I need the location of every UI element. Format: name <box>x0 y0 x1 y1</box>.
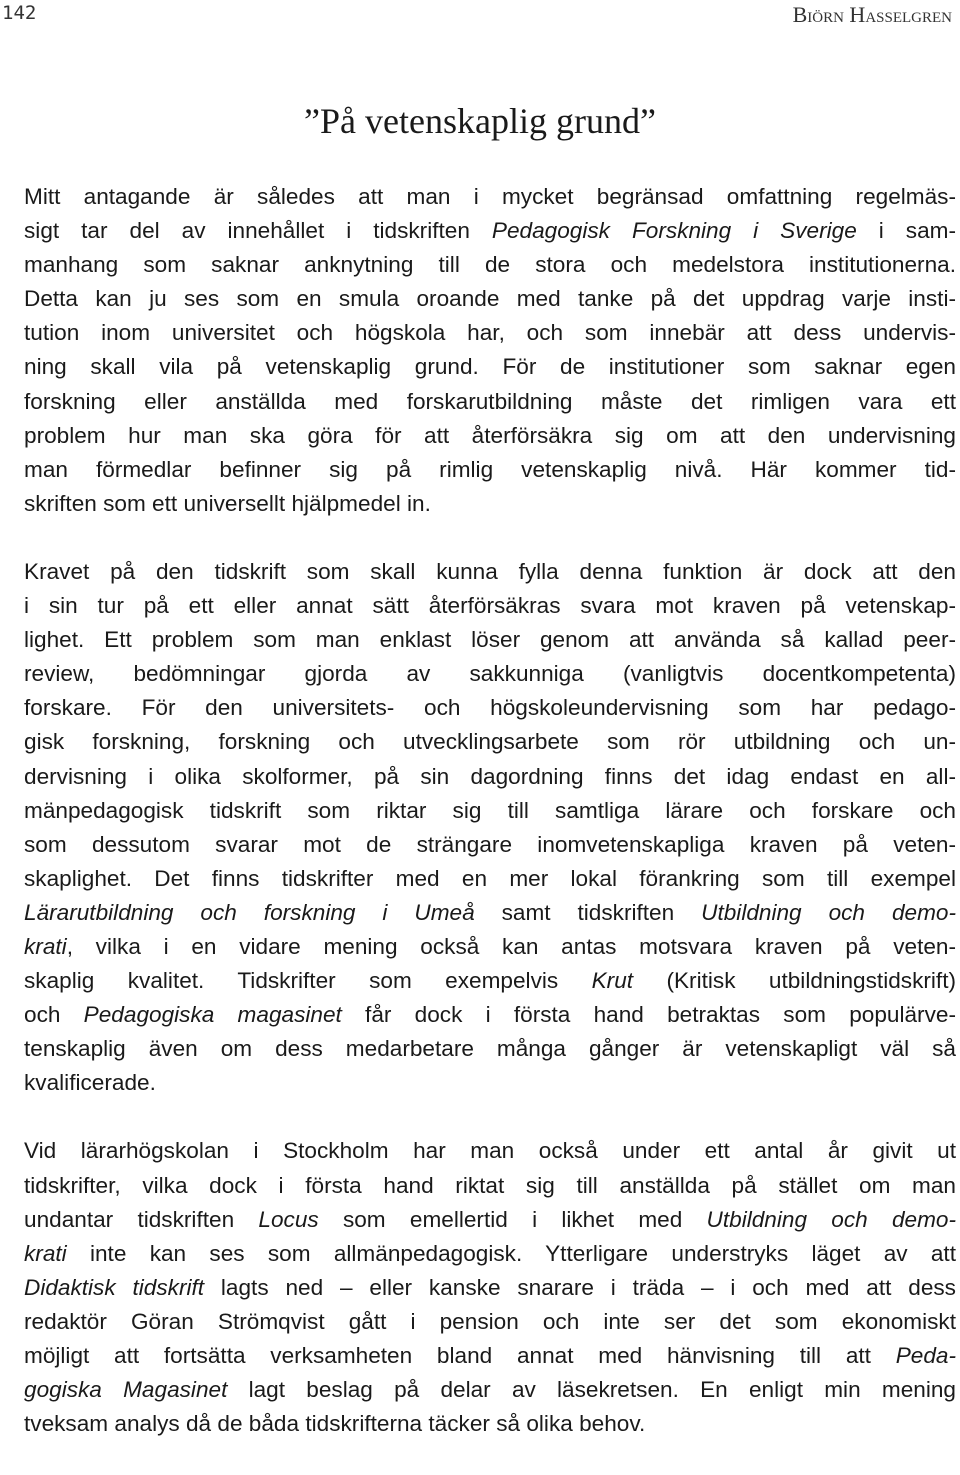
text-run: tidskrifter, vilka dock i första hand riktat sig till anställda på stället om man <box>24 1172 956 1198</box>
text-line <box>24 1271 956 1305</box>
paragraph <box>24 555 956 1101</box>
text-line <box>24 930 956 964</box>
text-line <box>24 1134 956 1168</box>
text-run: skaplig kvalitet. Tidskrifter som exempelvis <box>24 968 592 994</box>
text-line <box>24 862 956 896</box>
text-run: lagts ned – eller kanske snarare i träda – i och med att dess <box>204 1274 956 1300</box>
text-line <box>24 725 956 759</box>
body-text <box>24 180 956 1475</box>
text-line <box>24 896 956 930</box>
italic-title: Utbildning och demo- <box>706 1206 956 1232</box>
text-line <box>24 1032 956 1066</box>
text-line <box>24 487 956 521</box>
text-line <box>24 180 956 214</box>
text-line <box>24 1066 956 1100</box>
text-run: dervisning i olika skolformer, på sin dagordning finns det idag endast en all- <box>24 763 956 789</box>
text-line <box>24 214 956 248</box>
text-run: manhang som saknar anknytning till de stora och medelstora institutionerna. <box>24 252 956 278</box>
text-line <box>24 1339 956 1373</box>
text-run: får dock i första hand betraktas som populärve- <box>341 1002 956 1028</box>
text-line <box>24 248 956 282</box>
text-run: tveksam analys då de båda tidskrifterna täcker så olika behov. <box>24 1411 646 1437</box>
text-run: (Kritisk utbildningstidskrift) <box>633 968 957 994</box>
text-run: lagt beslag på delar av läsekretsen. En enligt min mening <box>227 1377 956 1403</box>
text-run: som dessutom svarar mot de strängare inomvetenskapliga kraven på veten- <box>24 831 956 857</box>
italic-title: krati <box>24 933 67 959</box>
italic-title: Locus <box>258 1206 319 1232</box>
text-run: och <box>24 1002 84 1028</box>
text-run: review, bedömningar gjorda av sakkunniga (vanligtvis docentkompetenta) <box>24 661 956 687</box>
text-run: tution inom universitet och högskola har, och som innebär att dess undervis- <box>24 320 956 346</box>
text-run: forskning eller anställda med forskarutbildning måste det rimligen vara ett <box>24 388 956 414</box>
text-run: , vilka i en vidare mening också kan antas motsvara kraven på veten- <box>66 933 956 959</box>
italic-title: Pedagogiska magasinet <box>83 1002 342 1028</box>
text-line <box>24 453 956 487</box>
text-run: undantar tidskriften <box>24 1206 259 1232</box>
text-run: i sam- <box>856 218 956 244</box>
text-line <box>24 316 956 350</box>
text-line <box>24 623 956 657</box>
text-run: samt tidskriften <box>474 899 702 925</box>
italic-title: gogiska Magasinet <box>24 1377 228 1403</box>
text-run: tenskaplig även om dess medarbetare många gånger är vetenskapligt väl så <box>24 1036 956 1062</box>
text-run: Kravet på den tidskrift som skall kunna fylla denna funktion är dock att den <box>24 558 956 584</box>
text-line <box>24 760 956 794</box>
text-run: gisk forskning, forskning och utvecklingsarbete som rör utbildning och un- <box>24 729 956 755</box>
text-run: inte kan ses som allmänpedagogisk. Ytterligare understryks läget av att <box>66 1240 956 1266</box>
paragraph <box>24 1134 956 1441</box>
text-line <box>24 1407 956 1441</box>
text-line <box>24 964 956 998</box>
text-run: problem hur man ska göra för att återförsäkra sig om att den undervisning <box>24 422 956 448</box>
text-run: i sin tur på ett eller annat sätt återförsäkras svara mot kraven på vetenskap- <box>24 593 956 619</box>
text-line <box>24 1373 956 1407</box>
text-run: lighet. Ett problem som man enklast löser genom att använda så kallad peer- <box>24 627 956 653</box>
text-run: man förmedlar befinner sig på rimlig vetenskaplig nivå. Här kommer tid- <box>24 456 956 482</box>
text-line <box>24 691 956 725</box>
page-header <box>0 0 960 30</box>
text-line <box>24 828 956 862</box>
text-run: redaktör Göran Strömqvist gått i pension och inte ser det som ekonomiskt <box>24 1308 956 1334</box>
italic-title: Krut <box>591 968 634 994</box>
italic-title: Utbildning och demo- <box>701 899 956 925</box>
text-run: Mitt antagande är således att man i mycket begränsad omfattning regelmäs- <box>24 184 956 209</box>
italic-title: Didaktisk tidskrift <box>24 1274 205 1300</box>
text-run: skriften som ett universellt hjälpmedel in. <box>24 490 431 516</box>
text-run: möjligt att fortsätta verksamheten bland annat med hänvisning till att <box>24 1343 896 1368</box>
text-line <box>24 998 956 1032</box>
text-run: mänpedagogisk tidskrift som riktar sig till samtliga lärare och forskare och <box>24 797 956 823</box>
text-run: som emellertid i likhet med <box>318 1206 707 1232</box>
text-run: forskare. För den universitets- och högskoleundervisning som har pedago- <box>24 695 956 721</box>
italic-title: krati <box>24 1240 67 1266</box>
text-line <box>24 1169 956 1203</box>
text-line <box>24 657 956 691</box>
running-head: Biörn Hasselgren <box>792 2 952 27</box>
text-line <box>24 794 956 828</box>
text-line <box>24 1305 956 1339</box>
text-line <box>24 1237 956 1271</box>
text-run: skaplighet. Det finns tidskrifter med en mer lokal förankring som till exempel <box>24 865 956 891</box>
paragraph <box>24 180 956 521</box>
text-run: kvalificerade. <box>24 1070 156 1096</box>
text-line <box>24 1203 956 1237</box>
text-line <box>24 282 956 316</box>
text-line <box>24 555 956 589</box>
text-run: sigt tar del av innehållet i tidskriften <box>24 218 492 244</box>
text-line <box>24 589 956 623</box>
section-title: ”På vetenskaplig grund” <box>304 101 656 141</box>
text-line <box>24 350 956 384</box>
text-run: Vid lärarhögskolan i Stockholm har man också under ett antal år givit ut <box>24 1138 956 1164</box>
text-line <box>24 419 956 453</box>
text-line <box>24 385 956 419</box>
italic-title: Peda- <box>895 1343 956 1368</box>
italic-title: Pedagogisk Forskning i Sverige <box>491 218 857 244</box>
italic-title: Lärarutbildning och forskning i Umeå <box>24 899 475 925</box>
page-number: 142 <box>2 2 37 24</box>
text-run: Detta kan ju ses som en smula oroande med tanke på det uppdrag varje insti- <box>24 286 956 312</box>
text-run: ning skall vila på vetenskaplig grund. För de institutioner som saknar egen <box>24 354 956 380</box>
